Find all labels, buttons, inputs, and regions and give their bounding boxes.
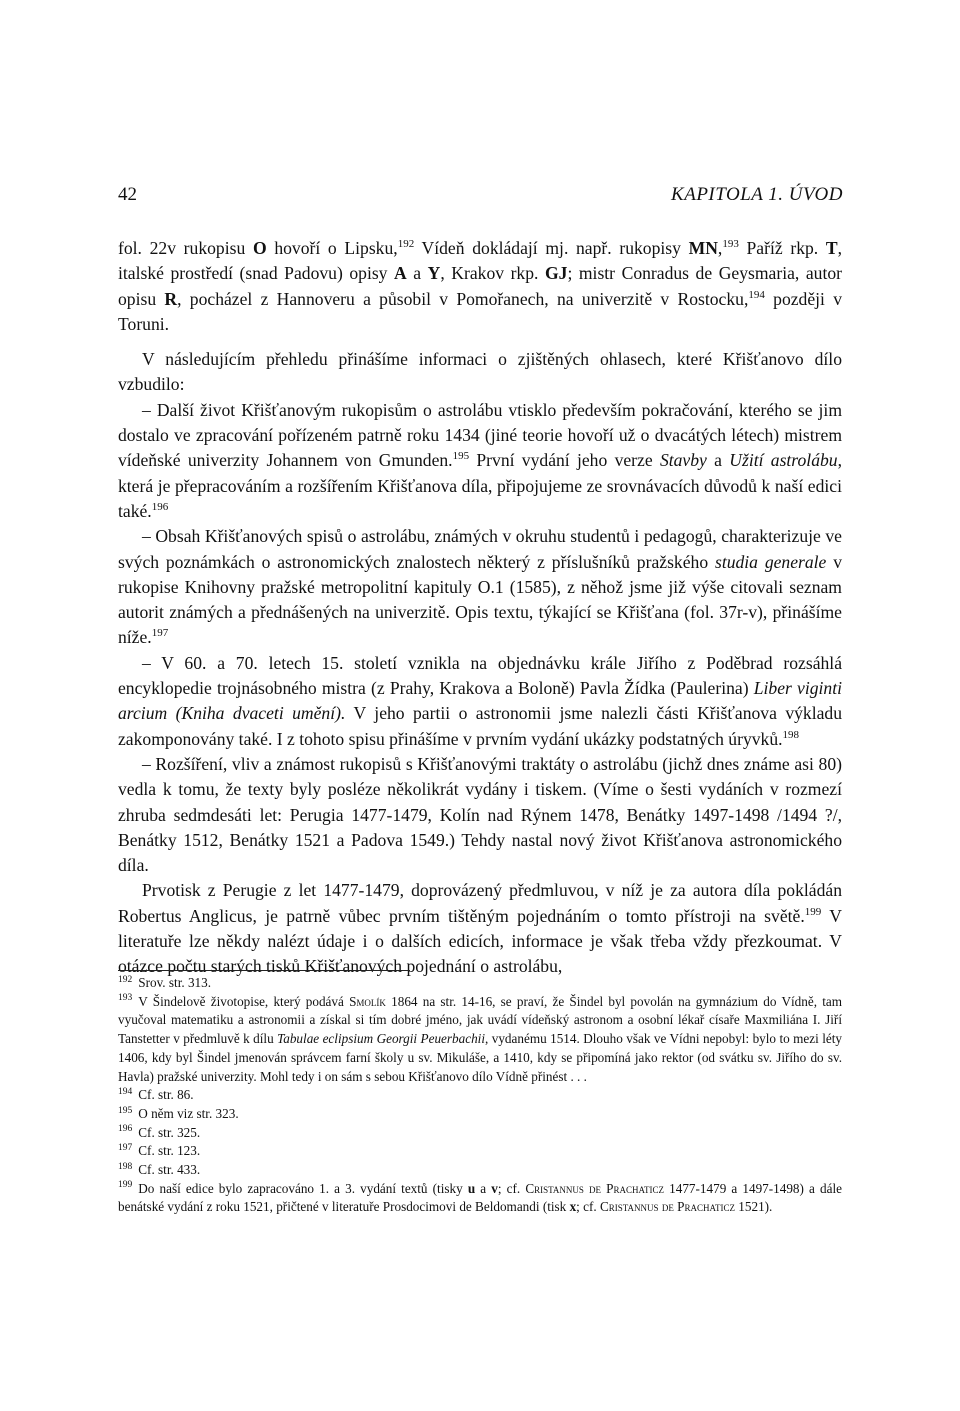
text-run: – Obsah Křišťanových spisů o astrolábu, známých v okruhu studentů i pedagogů, charakterizuje ve svých poznámkách o astronomických znalostech některý z příslušníků pražského (118, 526, 842, 572)
footnote-text: Srov. str. 313. (138, 975, 212, 990)
work-title: Stavby (659, 450, 707, 471)
footnote (118, 1105, 842, 1124)
paragraph-perugia-incunable (118, 878, 842, 979)
text-run: První vydání jeho verze (469, 450, 660, 471)
footnote-text: , vydanému 1514. Dlouho však ve Vídni nepobyl: bylo to mezi léty 1406, kdy byl Šindel jmenován správcem farní školy u sv. Mikuláše, a 1410, kdy se připomíná jako rektor (od svátku sv. Jiřího do sv. Havla) pražské univerzity. Mohl tedy i on sám s sebou Křišťanovo dílo Vídně přinést . . . (118, 1031, 843, 1084)
footnote-number: 195 (118, 1105, 133, 1116)
author-name: Cristannus de Prachaticz (525, 1180, 665, 1196)
text-run: v rukopise Knihovny pražské metropolitní kapituly O.1 (1585), z něhož jsme již výše citovali seznam autorit známých a přednášených na univerzitě. Opis textu, týkající se Křišťana (fol. 37r-v), přinášíme níže. (118, 551, 843, 648)
footnote-number: 192 (118, 974, 133, 985)
text-run: – Rozšíření, vliv a známost rukopisů s Křišťanovými traktáty o astrolábu (jichž dnes známe asi 80) vedla k tomu, že texty byly posléze několikrát vydány i tiskem. (Víme o šesti vydáních v rozmezí zhruba sedmdesáti let: Perugia 1477-1479, Kolín nad Rýnem 1478, Benátky 1497-1498 /1494 ?/, Benátky 1512, Benátky 1521 a Padova 1549.) Tehdy nastal nový život Křišťanova astronomického díla. (118, 753, 842, 876)
text-run: , pocházel z Hannoveru a působil v Pomořanech, na univerzitě v Rostocku, (177, 288, 749, 309)
work-title: Tabulae eclipsium Georgii Peuerbachii (277, 1031, 485, 1047)
latin-term: studia generale (714, 551, 827, 572)
footnotes (118, 974, 842, 1217)
footnote-text: Do naší edice bylo zapracováno 1. a 3. vydání textů (tisky (138, 1180, 468, 1196)
text-run: a (706, 450, 730, 471)
footnote-separator-rule (118, 970, 410, 971)
manuscript-siglum: MN (688, 238, 718, 258)
text-run: Paříž rkp. (738, 238, 826, 258)
footnote (118, 993, 842, 1087)
print-siglum: x (569, 1199, 577, 1215)
footnote-text: Cf. str. 123. (138, 1143, 201, 1159)
paragraph-printed-editions (118, 752, 842, 878)
text-run: , (717, 238, 723, 258)
footnote-text: a (475, 1180, 492, 1196)
footnote-ref[interactable]: 199 (804, 905, 822, 918)
footnote-number: 197 (118, 1142, 133, 1153)
footnote (118, 1086, 842, 1105)
text-run: V následujícím přehledu přinášíme informaci o zjištěných ohlasech, které Křišťanovo dílo vzbudilo: (118, 349, 842, 395)
footnote-text: Cf. str. 325. (138, 1124, 201, 1140)
manuscript-siglum: O (252, 238, 267, 258)
paragraph-gmunden (118, 398, 842, 524)
footnote (118, 1124, 842, 1143)
text-run: Prvotisk z Perugie z let 1477-1479, doprovázený předmluvou, v níž je za autora díla pokládán Robertus Anglicus, je patrně vůbec prvním tištěným pojednáním o tomto přístroji na světě. (118, 880, 842, 926)
manuscript-siglum: A (394, 263, 407, 284)
footnote-text: 1864 na str. 14-16, se praví, že Šindel byl povolán na gymnázium do Vídně, tam vyučoval matematiku a astronomii a získal si tím dobré jméno, jak uvádí vídeňský astronom a osobní lékař císaře Maxmiliána I. Jiří Tanstetter v předmluvě k dílu (118, 993, 842, 1047)
work-title: Užití astrolábu (729, 450, 838, 471)
footnote-text: 1521). (734, 1199, 773, 1215)
print-siglum: v (491, 1180, 498, 1196)
text-run: , která je přepracováním a rozšířením Křišťanova díla, připojujeme ze srovnávacích důvodů k naší edici také. (118, 450, 842, 521)
text-run: fol. 22v rukopisu (118, 238, 253, 258)
footnote-number: 199 (118, 1180, 133, 1191)
author-name: Smolík (349, 993, 386, 1009)
manuscript-siglum: T (825, 238, 838, 258)
manuscript-siglum: R (164, 288, 178, 309)
footnote-text: 1477-1479 a 1497-1498) a dále benátské vydání z roku 1521, přičtené v literatuře Prosdocimovi de Beldomandi (tisk (118, 1180, 842, 1215)
text-run: Vídeň dokládají mj. např. rukopisy (414, 238, 689, 258)
text-run: V jeho partii o astronomii jsme nalezli části Křišťanova výkladu zakomponovány také. I z tohoto spisu přinášíme v prvním vydání ukázky podstatných úryvků. (118, 703, 843, 749)
paragraph-encyclopedia (118, 651, 842, 752)
text-run: – Další život Křišťanovým rukopisům o astrolábu vtisklo především pokračování, kterého se jim dostalo ve zpracování pořízeném patrně roku 1434 (jiné teorie hovoří už o dvacátých létech) mistrem vídeňské univerzity Johannem von Gmunden. (118, 399, 842, 471)
page-number: 42 (118, 184, 137, 205)
footnote-ref[interactable]: 192 (397, 238, 415, 251)
footnote-number: 194 (118, 1086, 133, 1097)
text-run: – V 60. a 70. letech 15. století vznikla na objednávku krále Jiřího z Poděbrad rozsáhlá encyklopedie trojnásobného mistra (z Prahy, Krakova a Boloně) Pavla Žídka (Paulerina) (118, 652, 842, 699)
footnote-number: 198 (118, 1161, 133, 1172)
footnote-ref[interactable]: 196 (151, 501, 169, 514)
footnote (118, 1180, 842, 1217)
main-text (118, 236, 842, 980)
paragraph-studia-generale (118, 524, 842, 650)
text-run: , italské prostředí (snad Padovu) opisy (118, 238, 843, 284)
text-run: později v Toruni. (118, 288, 842, 334)
footnote (118, 1161, 842, 1180)
footnote-ref[interactable]: 194 (748, 288, 765, 301)
footnote-text: ; cf. (576, 1199, 600, 1215)
footnote-ref[interactable]: 195 (452, 450, 470, 463)
footnote-ref[interactable]: 197 (151, 627, 169, 640)
author-name: Cristannus de Prachaticz (599, 1199, 735, 1215)
footnote (118, 974, 842, 993)
footnote-number: 196 (118, 1124, 133, 1135)
footnote-text: V Šindelově životopise, který podává (138, 993, 350, 1009)
manuscript-siglum: GJ (544, 263, 568, 284)
manuscript-siglum: Y (427, 263, 441, 284)
print-siglum: u (467, 1180, 476, 1196)
paragraph-manuscripts (118, 236, 842, 337)
footnote-number: 193 (118, 993, 133, 1004)
footnote-text: O něm viz str. 323. (138, 1105, 239, 1121)
footnote-ref[interactable]: 198 (782, 728, 800, 741)
footnote (118, 1142, 842, 1161)
footnote-text: ; cf. (497, 1180, 526, 1196)
paragraph-overview (118, 347, 842, 398)
footnote-text: Cf. str. 433. (138, 1162, 201, 1178)
text-run: hovoří o Lipsku, (266, 238, 398, 258)
footnote-ref[interactable]: 193 (722, 238, 739, 251)
work-title: Liber viginti arcium (Kniha dvaceti umění). (118, 678, 842, 724)
text-run: ; mistr Conradus de Geysmaria, autor opisu (118, 263, 842, 309)
text-run: , Krakov rkp. (440, 263, 545, 284)
footnote-text: Cf. str. 86. (138, 1087, 194, 1103)
text-run: V literatuře lze někdy nalézt údaje i o dalších edicích, informace je však třeba vždy přezkoumat. V otázce počtu starých tisků Křišťanových pojednání o astrolábu, (118, 905, 842, 977)
running-header-chapter-title: KAPITOLA 1. ÚVOD (671, 184, 843, 205)
text-run: a (406, 263, 428, 284)
